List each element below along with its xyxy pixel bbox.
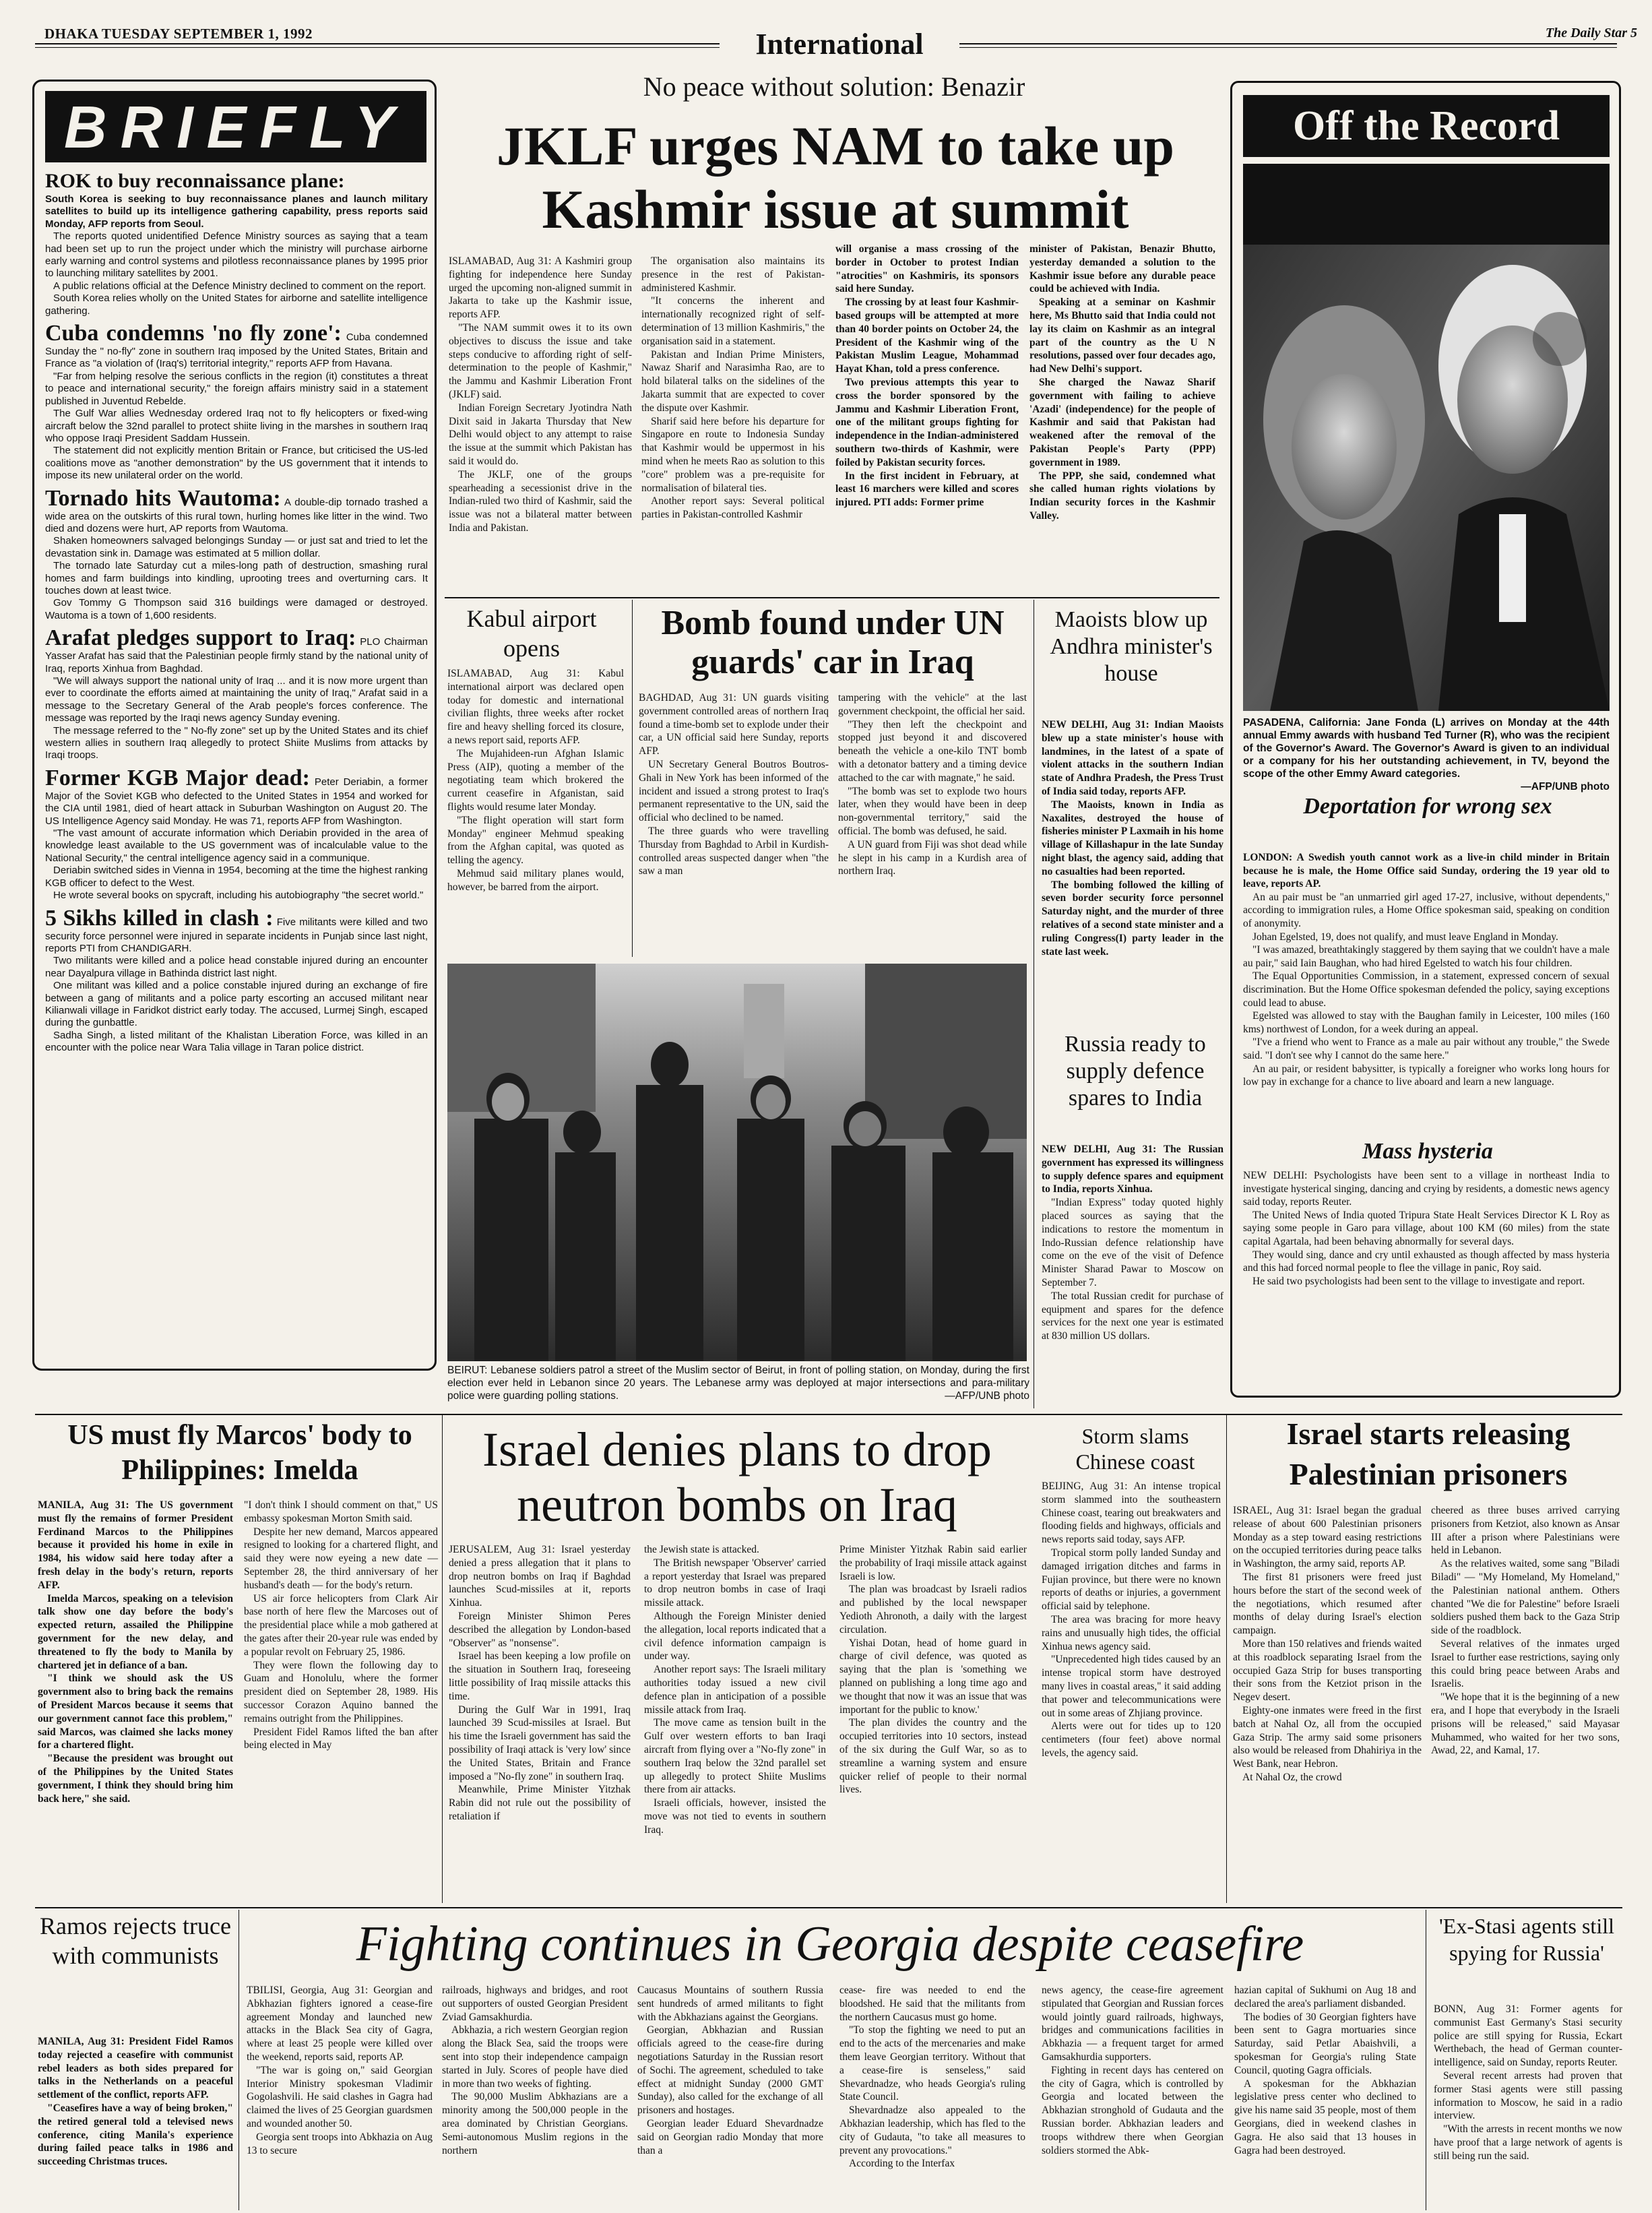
georgia-paragraph: Georgia sent troops into Abkhazia on Aug 13 to secure — [247, 2131, 433, 2156]
neutron-paragraph: Yishai Dotan, head of home guard in charge of civil defence, was quoted as saying that the plan is 'something we planned on publishing a long time ago and we thought that now it was an issue that was important for the public to know.' — [839, 1637, 1027, 1716]
marcos-headline: US must fly Marcos' body to Philippines: Imelda — [67, 1420, 412, 1486]
brief-paragraph: The tornado late Saturday cut a miles-long path of destruction, smashing rural homes and farm buildings into kindling, uprooting trees and overturning cars. It touches down at least twice. — [45, 560, 428, 596]
stasi-paragraph: "With the arrests in recent months we now have proof that a large network of agents is still being run the said. — [1434, 2123, 1622, 2162]
jklf-kicker: No peace without solution: Benazir — [643, 71, 1025, 102]
bomb-col-1 — [639, 691, 829, 960]
jklf-paragraph: The organisation also maintains its presence in the rest of Pakistan-administered Kashmir. — [641, 255, 825, 294]
jklf-paragraph: Pakistan and Indian Prime Ministers, Nawaz Sharif and Narasimha Rao, are to hold bilateral talks on the sidelines of the Jakarta summit that are expected to cover the dispute over Kashmir. — [641, 348, 825, 414]
russia-headline: Russia ready to supply defence spares to India — [1065, 1032, 1206, 1111]
briefly-logo — [45, 91, 426, 162]
bomb-paragraph: UN Secretary General Boutros Boutros-Ghali in New York has been informed of the incident and issued a strong protest to Iraq's permanent representative to the UN, said the official who declined to be named. — [639, 758, 829, 824]
jklf-col-2 — [641, 255, 825, 593]
beirut-caption — [447, 1364, 1029, 1418]
section-title: International — [718, 30, 961, 59]
russia-paragraph: NEW DELHI, Aug 31: The Russian government has expressed its willingness to supply defence spares and equipment to India, reports Xinhua. — [1042, 1144, 1224, 1195]
hysteria-paragraph: The United News of India quoted Tripura State Healt Services Director K L Roy as saying some people in Garo para village, about 100 KM (60 miles) from the state capital Agartala, had been behaving abnormally for several days. — [1243, 1209, 1610, 1247]
maoists-paragraph: The bombing followed the killing of seven border security force personnel Saturday night, and the murder of three relatives of a second state minister and a ruling Congress(I) party leader in the state last week. — [1042, 879, 1224, 958]
jklf-paragraph: The JKLF, one of the groups spearheading a secessionist drive in the Indian-ruled two third of Kashmir, said the issue was not a bilateral matter between India and Pakistan. — [449, 468, 632, 534]
neutron-col-2 — [644, 1543, 826, 1904]
brief-headline: Arafat pledges support to Iraq: — [45, 625, 356, 651]
georgia-paragraph: cease- fire was needed to end the bloodshed. He said that the militants from the northern Caucasus must go home. — [839, 1985, 1025, 2023]
jklf-paragraph: Another report says: Several political parties in Pakistan-controlled Kashmir — [641, 495, 825, 521]
brief-paragraph: Peter Deriabin, a former Major of the Soviet KGB who defected to the United States in 1954 and worked for the CIA until 1981, died of heart attack in Suburban Washington on August 20. The US Intelligence Agency said Monday. He was 71, reports AFP from Washington. — [45, 776, 428, 827]
marcos-paragraph: Despite her new demand, Marcos appeared resigned to looking for a chartered flight, and said they were now eyeing a new date — September 28, the third anniversary of her husband's death — for the body's return. — [244, 1526, 438, 1591]
neutron-paragraph: Israeli officials, however, insisted the move was not tied to events in southern Iraq. — [644, 1797, 826, 1836]
brief-paragraph: Two militants were killed and a police head constable injured during an encounter near Dayalpura village in Bathinda district last night. — [45, 955, 428, 979]
masthead-date: DHAKA TUESDAY SEPTEMBER 1, 1992 — [44, 26, 313, 42]
georgia-paragraph: news agency, the cease-fire agreement stipulated that Georgian and Russian forces would jointly guard railroads, highways, bridges and communications facilities in Abkhazia — a frequent target for armed Gamsakhurdia supporters. — [1042, 1985, 1224, 2063]
brief-paragraph: Gov Tommy G Thompson said 316 buildings were damaged or destroyed. Wautoma is a town of 1,600 residents. — [45, 597, 428, 621]
jklf-paragraph: "It concerns the inherent and internationally recognized right of self-determination of 13 million Kashmiris," the organisation said in a statement. — [641, 295, 825, 347]
brief-item — [45, 321, 428, 482]
jklf-col-1 — [449, 255, 632, 593]
deportation-paragraph: LONDON: A Swedish youth cannot work as a live-in child minder in Britain because he is male, the Home Office said Sunday, ordering the 19 year old to leave, reports AP. — [1243, 852, 1610, 890]
ramos-paragraph: MANILA, Aug 31: President Fidel Ramos today rejected a ceasefire with communist rebel leaders as both sides prepared for talks in the Netherlands on a peaceful settlement of the conflict, reports AFP. — [38, 2036, 233, 2101]
georgia-paragraph: Shevardnadze also appealed to the Abkhazian leadership, which has fled to the city of Gudauta, "to take all measures to prevent any provocations." — [839, 2105, 1025, 2156]
neutron-paragraph: Although the Foreign Minister denied the allegation, local reports indicated that a civil defence information campaign is under way. — [644, 1610, 826, 1662]
jklf-paragraph: The PPP, she said, condemned what she called human rights violations by Indian security forces in the Kashmir Valley. — [1029, 470, 1215, 522]
brief-paragraph: Sadha Singh, a listed militant of the Khalistan Liberation Force, was killed in an encounter with the police near Wara Talia village in Taran police district. — [45, 1029, 428, 1054]
georgia-col-4 — [839, 1984, 1025, 2209]
jklf-paragraph: She charged the Nawaz Sharif government with failing to achieve 'Azadi' (independence) for the people of Kashmir and said that Pakistan had weakened after the removal of the Pakistan People's Party (PPP) government in 1989. — [1029, 376, 1215, 468]
kabul-headline: Kabul airport opens — [466, 605, 597, 662]
marcos-paragraph: Imelda Marcos, speaking on a television talk show one day before the body's expected return, assailed the Philippine government for the new delay, and threatened to fly the body to Manila by chartered jet in defiance of a ban. — [38, 1592, 233, 1671]
georgia-col-1 — [247, 1984, 433, 2209]
deportation-paragraph: "I've a friend who went to France as a male au pair without any trouble," the Swede said. "I don't see why I cannot do the same here." — [1243, 1036, 1610, 1061]
georgia-paragraph: Georgian, Abkhazian and Russian officials agreed to the cease-fire during negotiations Saturday in the Russian resort of Sochi. The agreement, scheduled to take effect at midnight Sunday (2000 GMT Sunday), also called for the exchange of all prisoners and hostages. — [637, 2024, 823, 2117]
neutron-paragraph: Israel has been keeping a low profile on the situation in Southern Iraq, foreseeing little possibility of Iraq missile attacks this time. — [449, 1650, 631, 1702]
brief-item — [45, 766, 428, 902]
briefly-logo-text: BRIEFLY — [64, 94, 408, 160]
prisoners-paragraph: cheered as three buses arrived carrying prisoners from Ketziot, also known as Ansar III after a prison where Palestinians were held in Lebanon. — [1431, 1505, 1620, 1557]
brief-headline: Cuba condemns 'no fly zone': — [45, 321, 342, 346]
prisoners-col-1 — [1233, 1504, 1422, 1904]
deportation-body — [1243, 851, 1610, 1134]
hysteria-paragraph: NEW DELHI: Psychologists have been sent to a village in northeast India to investigate hysterical singing, dancing and crying by residents, a domestic news agency said today, reports Reuter. — [1243, 1170, 1610, 1208]
deportation-paragraph: An au pair must be "an unmarried girl aged 17-27, inclusive, without dependents," according to immigration rules, a Home Office spokesman said, speaking on condition of anonymity. — [1243, 891, 1610, 929]
emmy-caption — [1243, 716, 1610, 792]
stasi-headline: 'Ex-Stasi agents still spying for Russia' — [1439, 1914, 1614, 1965]
georgia-paragraph: According to the Interfax — [849, 2158, 955, 2170]
georgia-paragraph: Caucasus Mountains of southern Russia sent hundreds of armed militants to fight with the Abkhazians against the Georgians. — [637, 1985, 823, 2023]
stasi-body — [1434, 2003, 1622, 2209]
neutron-paragraph: Meanwhile, Prime Minister Yitzhak Rabin did not rule out the possibility of retaliation if — [449, 1784, 631, 1822]
jklf-paragraph: In the first incident in February, at least 16 marchers were killed and scores injured. PTI adds: Former prime — [835, 470, 1019, 509]
bomb-headline: Bomb found under UN guards' car in Iraq — [661, 604, 1005, 681]
jklf-paragraph: Sharif said here before his departure for Singapore en route to Indonesia Sunday that Kashmir would be uppermost in his mind when he meets Rao as solution to this "core" problem was a pre-requisite for normalisation of bilateral ties. — [641, 415, 825, 494]
prisoners-paragraph: As the relatives waited, some sang "Biladi Biladi" — "My Homeland, My Homeland," the Palestinian national anthem. Others chanted "We die for Palestine" before Israeli soldiers pushed them back to the Gaza Strip side of the roadblock. — [1431, 1558, 1620, 1637]
off-record-box — [1230, 81, 1621, 1398]
marcos-paragraph: MANILA, Aug 31: The US government must fly the remains of former President Ferdinand Marcos to the Philippines because it provided his home in exile in 1984, his widow said here today after a fresh delay in the body's return, reports AFP. — [38, 1499, 233, 1591]
off-record-logo-text: Off the Record — [1293, 103, 1560, 149]
brief-paragraph: He wrote several books on spycraft, including his autobiography "the secret world." — [53, 890, 424, 902]
brief-headline: Tornado hits Wautoma: — [45, 485, 281, 511]
brief-paragraph: Deriabin switched sides in Vienna in 1954, becoming at the time the highest ranking KGB officer to defect to the West. — [45, 865, 428, 889]
jklf-paragraph: minister of Pakistan, Benazir Bhutto, yesterday demanded a solution to the Kashmir issue before any durable peace could be achieved with India. — [1029, 243, 1215, 295]
masthead — [0, 0, 1652, 61]
georgia-paragraph: The 90,000 Muslim Abkhazians are a minority among the 500,000 people in the area dominated by Christian Georgians. Semi-autonomous Muslim regions in the northern — [442, 2091, 628, 2156]
marcos-paragraph: "I think we should ask the US government also to bring back the remains of President Marcos because it seems that our government cannot face this problem," said Marcos, was claimed she lacks money for a chartered flight. — [38, 1673, 233, 1751]
beirut-photo-image — [447, 964, 1027, 1361]
brief-paragraph: PLO Chairman Yasser Arafat has said that the Palestinian people firmly stand by the national unity of Iraq, reports Xinhua from Baghdad. — [45, 636, 428, 675]
brief-item — [45, 906, 428, 1055]
georgia-paragraph: Abkhazia, a rich western Georgian region along the Black Sea, said the troops were sent into stop their independence campaign started in July. Scores of people have died in more than two weeks of fighting. — [442, 2024, 628, 2090]
neutron-paragraph: JERUSALEM, Aug 31: Israel yesterday denied a press allegation that it plans to drop neutron bombs on Iraq if Baghdad launches Scud-missiles at it, reports Xinhua. — [449, 1544, 631, 1609]
beirut-photo-credit: —AFP/UNB photo — [945, 1390, 1029, 1402]
bomb-paragraph: tampering with the vehicle" at the last government checkpoint, the official her said. — [838, 692, 1027, 717]
hysteria-paragraph: They would sing, dance and cry until exhausted as though affected by mass hysteria and this had forced normal people to flee the village in panic, Roy said. — [1243, 1249, 1610, 1274]
jklf-paragraph: Indian Foreign Secretary Jyotindra Nath Dixit said in Jakarta Thursday that New Delhi would object to any attempt to raise the issue at the summit which Pakistan has said it would do. — [449, 402, 632, 467]
emmy-photo-image — [1243, 164, 1610, 711]
deportation-paragraph: Johan Egelsted, 19, does not qualify, and must leave England in Monday. — [1252, 931, 1558, 943]
brief-paragraph: Five militants were killed and two security force personnel were injured in separate incidents in Punjab since last night, reports PTI from CHANDIGARH. — [45, 916, 428, 954]
prisoners-paragraph: Eighty-one inmates were freed in the first batch at Nahal Oz, all from the occupied Gaza Strip. The army said some prisoners also would be released from Dhahiriya in the West Bank, near Hebron. — [1233, 1704, 1422, 1770]
jklf-headline: JKLF urges NAM to take up Kashmir issue at summit — [497, 115, 1174, 240]
emmy-caption-text: PASADENA, California: Jane Fonda (L) arrives on Monday at the 44th annual Emmy awards with husband Ted Turner (R), who was the recipient of the Governor's Award. The Governor's Award is given to an individual or a company for his her outstanding achievement, in TV, beyond the scope of the other Emmy Award categories. — [1243, 717, 1610, 780]
beirut-caption-text: BEIRUT: Lebanese soldiers patrol a street of the Muslim sector of Beirut, in front of polling station, on Monday, during the first election ever held in Lebanon since 20 years. The Lebanese army was deployed at major intersections and para-military police were guarding polling stations. — [447, 1365, 1029, 1402]
brief-paragraph: South Korea is seeking to buy reconnaissance planes and launch military satellites to build up its intelligence gathering capability, press reports said Monday, AFP reports from Seoul. — [45, 193, 428, 230]
stasi-paragraph: BONN, Aug 31: Former agents for communist East Germany's Stasi security police are still spying for Russia, Eckart Werthebach, the head of German counter-intelligence, said on Sunday, reports Reuter. — [1434, 2003, 1622, 2069]
jklf-col-3 — [835, 243, 1019, 593]
jklf-paragraph: ISLAMABAD, Aug 31: A Kashmiri group fighting for independence here Sunday urged the upcoming non-aligned summit in Jakarta to take up the Kashmir issue, reports AFP. — [449, 255, 632, 321]
hysteria-paragraph: He said two psychologists had been sent to the village to investigate and report. — [1252, 1275, 1585, 1287]
brief-paragraph: Shaken homeowners salvaged belongings Sunday — or just sat and tried to let the devastation sink in. Damage was estimated at 5 million dollar. — [45, 535, 428, 559]
georgia-paragraph: Fighting in recent days has centered on the city of Gagra, which is controlled by Georgia and located between the Abkhazian stronghold of Gudauta and the Russian border. Abkhazian leaders and troops withdrew there when Georgian soldiers stormed the Abk- — [1042, 2064, 1224, 2156]
stasi-paragraph: Several recent arrests had proven that former Stasi agents were still passing information to Moscow, he said in a radio interview. — [1434, 2069, 1622, 2122]
storm-paragraph: The area was bracing for more heavy rains and unusually high tides, the official Xinhua news agency said. — [1042, 1613, 1221, 1652]
brief-headline: ROK to buy reconnaissance plane: — [45, 170, 345, 192]
brief-paragraph: "We will always support the national unity of Iraq ... and it is now more urgent than ever to coordinate the efforts aimed at maintaining the unity of Iraq," Arafat said in a message to the Secretary General of the Arab people's forces conference. The message was reported by the Iraqi news agency Sunday evening. — [45, 675, 428, 724]
deportation-paragraph: An au pair, or resident babysitter, is typically a foreigner who works long hours for low pay in exchange for a chance to live aboard and learn a new language. — [1243, 1063, 1610, 1088]
jklf-paragraph: will organise a mass crossing of the border in October to protest Indian "atrocities" on Kashmiris, its sponsors said here Sunday. — [835, 243, 1019, 295]
emmy-photo — [1243, 164, 1610, 711]
kabul-paragraph: The Mujahideen-run Afghan Islamic Press (AIP), quoting a member of the negotiating team which brokered the current ceasefire in Afganistan, said flights would resume later Monday. — [447, 747, 624, 813]
brief-headline: 5 Sikhs killed in clash : — [45, 905, 274, 931]
georgia-paragraph: TBILISI, Georgia, Aug 31: Georgian and Abkhazian fighters ignored a cease-fire agreement Monday and launched new attacks in the Black Sea city of Gagra, where at least 25 people were killed over the weekend, reports said, reports AP. — [247, 1985, 433, 2063]
jklf-paragraph: The crossing by at least four Kashmir-based groups will be attempted at more than 40 border points on October 24, the President of the Kashmir wing of the Pakistan Muslim League, Mohammad Hayat Khan, told a press conference. — [835, 297, 1019, 375]
deportation-headline: Deportation for wrong sex — [1303, 794, 1552, 819]
bomb-paragraph: The three guards who were travelling Thursday from Baghdad to Arbil in Kurdish-controlled areas suspected danger when "the saw a man — [639, 825, 829, 877]
georgia-col-2 — [442, 1984, 628, 2209]
brief-paragraph: South Korea relies wholly on the United States for airborne and satellite intelligence gathering. — [45, 292, 428, 317]
brief-item — [45, 626, 428, 762]
masthead-paper-name: The Daily Star 5 — [1545, 26, 1637, 40]
bomb-paragraph: A UN guard from Fiji was shot dead while he slept in his camp in a Kurdish area of northern Iraq. — [838, 838, 1027, 877]
deportation-paragraph: Egelsted was allowed to stay with the Baughan family in Leicester, 100 miles (160 kms) northwest of London, for a week during an appeal. — [1243, 1010, 1610, 1035]
kabul-body — [447, 667, 624, 961]
brief-paragraph: "Far from helping resolve the serious conflicts in the region (it) constitutes a threat to peace and international security," the foreign affairs ministry said in a statement published in Juventud Rebelde. — [45, 370, 428, 407]
bomb-paragraph: "The bomb was set to explode two hours later, when they would have been in deep non-governmental territory," said the official. The bomb was defused, he said. — [838, 785, 1027, 837]
beirut-photo — [447, 964, 1027, 1361]
briefly-box — [32, 80, 437, 1371]
georgia-paragraph: hazian capital of Sukhumi on Aug 18 and declared the area's parliament disbanded. — [1234, 1985, 1416, 2009]
maoists-paragraph: The Maoists, known in India as Naxalites, destroyed the house of fisheries minister P Laxmaih in his home village of Killashapur in the late Sunday night blast, the agency said, adding that no casualties had been reported. — [1042, 799, 1224, 877]
maoists-body — [1042, 718, 1224, 1028]
russia-body — [1042, 1143, 1224, 1402]
neutron-paragraph: Prime Minister Yitzhak Rabin said earlier the probability of Iraqi missile attack against Israeli is low. — [839, 1544, 1027, 1582]
marcos-paragraph: President Fidel Ramos lifted the ban after being elected in May — [244, 1726, 438, 1751]
prisoners-paragraph: Several relatives of the inmates urged Israel to further ease restrictions, saying only this could bring peace between Arabs and Israelis. — [1431, 1638, 1620, 1690]
prisoners-paragraph: "We hope that it is the beginning of a new era, and I hope that everybody in the Israeli prisons will be released," said Mayasar Muhammed, who waited for her two sons, Awad, 22, and Kamal, 17. — [1431, 1691, 1620, 1757]
marcos-paragraph: US air force helicopters from Clark Air base north of here flew the Marcoses out of the presidential place while a mob gathered at the gates after their 20-year rule was ended by a popular revolt on February 25, 1986. — [244, 1592, 438, 1658]
georgia-paragraph: "To stop the fighting we need to put an end to the acts of the mercenaries and make them leave Georgian territory. Without that a cease-fire is senseless," said Shevardnadze, who heads Georgia's ruling State Council. — [839, 2024, 1025, 2103]
marcos-paragraph: "I don't think I should comment on that," US embassy spokesman Morton Smith said. — [244, 1499, 438, 1524]
deportation-paragraph: The Equal Opportunities Commission, in a statement, expressed concern of sexual discrimination. But the Home Office spokesman defended the policy, saying exceptions could lead to abuse. — [1243, 970, 1610, 1009]
georgia-headline: Fighting continues in Georgia despite ceasefire — [356, 1916, 1304, 1972]
brief-item — [45, 169, 428, 317]
marcos-col-1 — [38, 1499, 233, 1903]
jklf-paragraph: Speaking at a seminar on Kashmir here, Ms Bhutto said that India could not lay its claim on Kashmir as an integral part of the country as the U N resolutions, passed over four decades ago, had New Delhi's support. — [1029, 297, 1215, 375]
storm-paragraph: Alerts were out for tides up to 120 centimeters (four feet) above normal levels, the agency said. — [1042, 1720, 1221, 1759]
ramos-body — [38, 2035, 233, 2209]
neutron-paragraph: The plan was broadcast by Israeli radios and published by the local newspaper Yedioth Ahronoth, a daily with the largest circulation. — [839, 1584, 1027, 1635]
brief-list — [45, 169, 428, 1367]
brief-headline: Former KGB Major dead: — [45, 765, 310, 790]
neutron-paragraph: Another report says: The Israeli military authorities today issued a new civil defence plan in anticipation of a possible missile attack from Iraq. — [644, 1664, 826, 1716]
georgia-paragraph: A spokesman for the Abkhazian legislative press center who declined to give his name said 35 people, most of them Georgians, died in weekend clashes in Gagra. He also said that 13 houses in Gagra had been destroyed. — [1234, 2078, 1416, 2156]
prisoners-paragraph: At Nahal Oz, the crowd — [1242, 1771, 1342, 1783]
neutron-col-3 — [839, 1543, 1027, 1904]
neutron-paragraph: The British newspaper 'Observer' carried a report yesterday that Israel was prepared to drop neutron bombs in case of Iraqi missile attack. — [644, 1557, 826, 1609]
brief-paragraph: A double-dip tornado trashed a wide area on the outskirts of this rural town, hurling homes like litter in the wind. Two died and dozens were hurt, AP reports from Wautoma. — [45, 496, 428, 534]
georgia-paragraph: railroads, highways and bridges, and root out supporters of ousted Georgian President Zviad Gamsakhurdia. — [442, 1985, 628, 2023]
brief-paragraph: Cuba condemned Sunday the " no-fly" zone in southern Iraq imposed by the United States, Britain and France as "a violation of (Iraq's) territorial integrity," reports AFP from Havana. — [45, 332, 428, 370]
georgia-paragraph: Georgian leader Eduard Shevardnadze said on Georgian radio Monday that more than a — [637, 2117, 823, 2156]
hysteria-headline: Mass hysteria — [1362, 1139, 1493, 1164]
neutron-col-1 — [449, 1543, 631, 1904]
brief-item — [45, 487, 428, 623]
hysteria-body — [1243, 1169, 1610, 1392]
deportation-paragraph: "I was amazed, breathtakingly staggered by them saying that we couldn't have a male au pair," said Iain Baughan, who had hired Egelsted to watch his four children. — [1243, 944, 1610, 969]
brief-paragraph: The Gulf War allies Wednesday ordered Iraq not to fly helicopters or fixed-wing aircraft below the 32nd parallel to protect shiite living in the marshes in southern Iraq who oppose Iraqi President Saddam Hussein. — [45, 408, 428, 444]
storm-paragraph: BEIJING, Aug 31: An intense tropical storm slammed into the southeastern Chinese coast, tearing out breakwaters and flooding fields and highways, officials and news reports said today, says AFP. — [1042, 1480, 1221, 1546]
storm-headline: Storm slams Chinese coast — [1075, 1424, 1195, 1474]
storm-paragraph: "Unprecedented high tides caused by an intense tropical storm have destroyed many lives in coastal areas," it said adding that power and telecommunications were out in some areas of Zhjiang province. — [1042, 1654, 1221, 1719]
neutron-paragraph: Foreign Minister Shimon Peres described the allegation by London-based "Observer" as "nonsense". — [449, 1610, 631, 1649]
prisoners-paragraph: The first 81 prisoners were freed just hours before the start of the second week of the negotiations, which resumed after months of delay during Israel's election campaign. — [1233, 1571, 1422, 1637]
brief-paragraph: The message referred to the " No-fly zone" set up by the United States and its chief western allies in southern Iraq allegedly to protect Shiite Muslims from attacks by Iraqi troops. — [45, 724, 428, 761]
ramos-headline: Ramos rejects truce with communists — [40, 1912, 231, 1969]
storm-body — [1042, 1480, 1221, 1904]
off-record-logo — [1243, 95, 1610, 157]
jklf-paragraph: "The NAM summit owes it to its own objectives to discuss the issue and take steps conducive to affording right of self-determination to the people of Kashmir," the Jammu and Kashmir Liberation Front (JKLF) said. — [449, 321, 632, 400]
neutron-paragraph: During the Gulf War in 1991, Iraq launched 39 Scud-missiles at Israel. But his time the Israeli government has said the possibility of Iraqi attack is 'very low' since the United States, Britain and France imposed a "No-fly zone" in southern Iraq. — [449, 1704, 631, 1782]
bomb-paragraph: BAGHDAD, Aug 31: UN guards visiting government controlled areas of northern Iraq found a time-bomb set to explode under their car, a UN official said here Sunday, reports AFP. — [639, 692, 829, 757]
brief-paragraph: The reports quoted unidentified Defence Ministry sources as saying that a team had been set up to run the project under which the ministry will purchase airborne early warning and control systems and pilotless reconnaissance planes by 1995 prior to launching military satellites by 2001. — [45, 230, 428, 280]
brief-paragraph: The statement did not explicitly mention Britain or France, but criticised the US-led coalitions move as "another demonstration" by the US government that it intends to impose its new unilateral order on the world. — [45, 445, 428, 482]
marcos-paragraph: "Because the president was brought out of the Philippines by the United States government, I think they should bring him back here," she said. — [38, 1753, 233, 1805]
brief-paragraph: "The vast amount of accurate information which Deriabin provided in the area of knowledge least available to the US government was of incalculable value to the National Security," the central intelligence agency said in a communique. — [45, 828, 428, 864]
russia-paragraph: The total Russian credit for purchase of equipment and spares for the defence services for the next one year is estimated at 830 million US dollars. — [1042, 1290, 1224, 1342]
brief-paragraph: One militant was killed and a police constable injured during an exchange of fire between a gang of militants and a police party escorting an accused militant near Kilianwali village in Faridkot district early today. The accused, Lurmej Singh, escaped during the gunbattle. — [45, 980, 428, 1029]
prisoners-paragraph: ISRAEL, Aug 31: Israel began the gradual release of about 600 Palestinian prisoners Monday as a step toward easing restrictions on the occupied territories during peace talks in Washington, the army said, reports AP. — [1233, 1505, 1422, 1570]
kabul-paragraph: "The flight operation will start form Monday" engineer Mehmud speaking from the Afghan capital, was quoted as telling the agency. — [447, 814, 624, 867]
georgia-paragraph: The bodies of 30 Georgian fighters have been sent to Gagra mortuaries since Saturday, said Petlar Abaishvili, a spokesman for Georgia's ruling State Council, quoting Gagra officials. — [1234, 2011, 1416, 2076]
ramos-paragraph: "Ceasefires have a way of being broken," the retired general told a televised news conference, citing Manila's experience during failed peace talks in 1986 and succeeding Christmas truces. — [38, 2102, 233, 2168]
bomb-paragraph: "They then left the checkpoint and stopped just beyond it and discovered beneath the vehicle a one-kilo TNT bomb with a detonator battery and a timing device attached to the car with magnate," he said. — [838, 718, 1027, 784]
maoists-headline: Maoists blow up Andhra minister's house — [1050, 607, 1213, 686]
neutron-paragraph: The move came as tension built in the Gulf over western efforts to ban Iraqi aircraft from flying over a "No-fly zone" in southern Iraq below the 32nd parallel set up allegedly to protect Shiite Muslims there from air attacks. — [644, 1717, 826, 1796]
jklf-paragraph: Two previous attempts this year to cross the border sponsored by the Jammu and Kashmir Liberation Front, one of the militant groups fighting for independence in the Indian-administered southern two-thirds of Kashmir, were foiled by Pakistan security forces. — [835, 376, 1019, 468]
bomb-col-2 — [838, 691, 1027, 960]
russia-paragraph: "Indian Express" today quoted highly placed sources as saying that the indications to restore the momentum in Indo-Russian defence relationship have come on the eve of the visit of Defence Minister Sharad Pawar to Moscow on September 7. — [1042, 1197, 1224, 1288]
neutron-paragraph: The plan divides the country and the occupied territories into 10 sectors, instead of the six during the Gulf War, so as to streamline a warning system and ensure quicker relief of people to their normal lives. — [839, 1717, 1027, 1796]
brief-paragraph: A public relations official at the Defence Ministry declined to comment on the report. — [53, 280, 426, 292]
storm-paragraph: Tropical storm polly landed Sunday and damaged irrigation ditches and farms in Fujian province, but there were no known reports of deaths or injuries, a government official said by telephone. — [1042, 1547, 1221, 1613]
jklf-col-4 — [1029, 243, 1215, 593]
neutron-paragraph: the Jewish state is attacked. — [644, 1544, 759, 1555]
kabul-paragraph: ISLAMABAD, Aug 31: Kabul international airport was declared open today for domestic and international civilian flights, three weeks after rocket fire and heavy shelling forced its closure, a news report said, reports AFP. — [447, 668, 624, 746]
marcos-col-2 — [244, 1499, 438, 1903]
marcos-paragraph: They were flown the following day to Guam and Honolulu, where the former president died on September 28, 1989. His successor Corazon Aquino banned the remains outright from the Philippines. — [244, 1659, 438, 1724]
georgia-col-6 — [1234, 1984, 1416, 2209]
neutron-headline: Israel denies plans to drop neutron bombs on Iraq — [482, 1423, 992, 1532]
georgia-col-5 — [1042, 1984, 1224, 2209]
prisoners-col-2 — [1431, 1504, 1620, 1904]
kabul-paragraph: Mehmud said military planes would, however, be barred from the airport. — [447, 867, 624, 893]
emmy-photo-credit: —AFP/UNB photo — [1521, 781, 1610, 792]
prisoners-headline: Israel starts releasing Palestinian prisoners — [1286, 1416, 1570, 1491]
maoists-paragraph: NEW DELHI, Aug 31: Indian Maoists blew up a state minister's house with landmines, in the latest of a spate of violent attacks in the southern Indian state of Andhra Pradesh, the Press Trust of India said today, reports AFP. — [1042, 719, 1224, 797]
georgia-col-3 — [637, 1984, 823, 2209]
georgia-paragraph: "The war is going on," said Georgian Interior Ministry spokesman Vladimir Gogolashvili. He said clashes in Gagra had claimed the lives of 25 Georgian guardsmen and wounded another 50. — [247, 2064, 433, 2129]
prisoners-paragraph: More than 150 relatives and friends waited at this roadblock separating Israel from the occupied Gaza Strip for buses transporting their sons from the Ketziot prison in the Negev desert. — [1233, 1638, 1422, 1704]
